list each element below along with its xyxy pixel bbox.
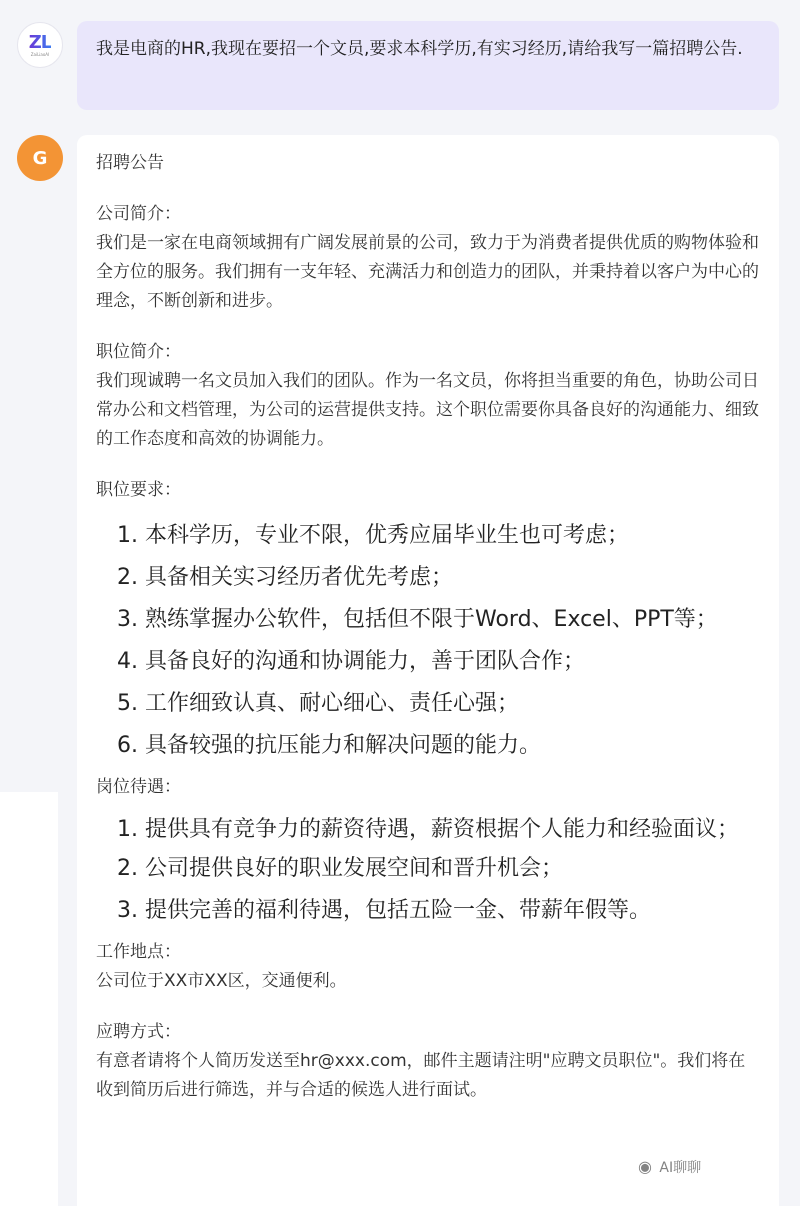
user-message-bubble [77,21,779,110]
assistant-avatar-letter: G [32,147,48,169]
requirement-item: 1. 本科学历，专业不限，优秀应届毕业生也可考虑； [145,515,761,557]
requirement-item: 4. 具备良好的沟通和协调能力，善于团队合作； [145,641,761,683]
company-intro-heading: 公司简介： [96,204,181,224]
apply-text: 有意者请将个人简历发送至hr@xxx.com，邮件主题请注明"应聘文员职位"。我们将在收到简历后进行筛选，并与合适的候选人进行面试。 [96,1051,746,1100]
requirement-item: 6. 具备较强的抗压能力和解决问题的能力。 [145,725,761,767]
requirements-heading: 职位要求： [96,480,181,500]
requirement-item: 2. 具备相关实习经历者优先考虑； [145,557,761,599]
benefit-item: 2. 公司提供良好的职业发展空间和晋升机会； [145,848,761,890]
location-text: 公司位于XX市XX区，交通便利。 [96,971,347,991]
zl-logo-icon: ZL ZaiLiaoAI [28,31,52,57]
benefits-heading: 岗位待遇： [96,777,181,797]
announcement-title: 招聘公告 [96,153,164,173]
location-heading: 工作地点： [96,942,181,962]
watermark [638,1157,701,1177]
apply-heading: 应聘方式： [96,1022,181,1042]
requirement-item: 3. 熟练掌握办公软件，包括但不限于Word、Excel、PPT等； [145,599,761,641]
user-avatar [17,22,63,68]
wechat-icon: ◉ [638,1157,652,1176]
position-intro-heading: 职位简介： [96,342,181,362]
watermark-text: AI聊聊 [659,1160,702,1176]
assistant-message-bubble [77,135,779,1206]
left-gutter [0,792,58,1206]
benefits-list [96,812,761,932]
user-message-text: 我是电商的HR,我现在要招一个文员,要求本科学历,有实习经历,请给我写一篇招聘公告. [96,39,743,59]
assistant-avatar [17,135,63,181]
benefit-item: 1. 提供具有竞争力的薪资待遇，薪资根据个人能力和经验面议； [145,812,761,848]
position-intro-text: 我们现诚聘一名文员加入我们的团队。作为一名文员，你将担当重要的角色，协助公司日常办公和文档管理，为公司的运营提供支持。这个职位需要你具备良好的沟通能力、细致的工作态度和高效的协调能力。 [96,371,759,449]
requirement-item: 5. 工作细致认真、耐心细心、责任心强； [145,683,761,725]
company-intro-text: 我们是一家在电商领域拥有广阔发展前景的公司，致力于为消费者提供优质的购物体验和全方位的服务。我们拥有一支年轻、充满活力和创造力的团队，并秉持着以客户为中心的理念，不断创新和进步。 [96,233,759,311]
benefit-item: 3. 提供完善的福利待遇，包括五险一金、带薪年假等。 [145,890,761,932]
requirements-list [96,515,761,767]
